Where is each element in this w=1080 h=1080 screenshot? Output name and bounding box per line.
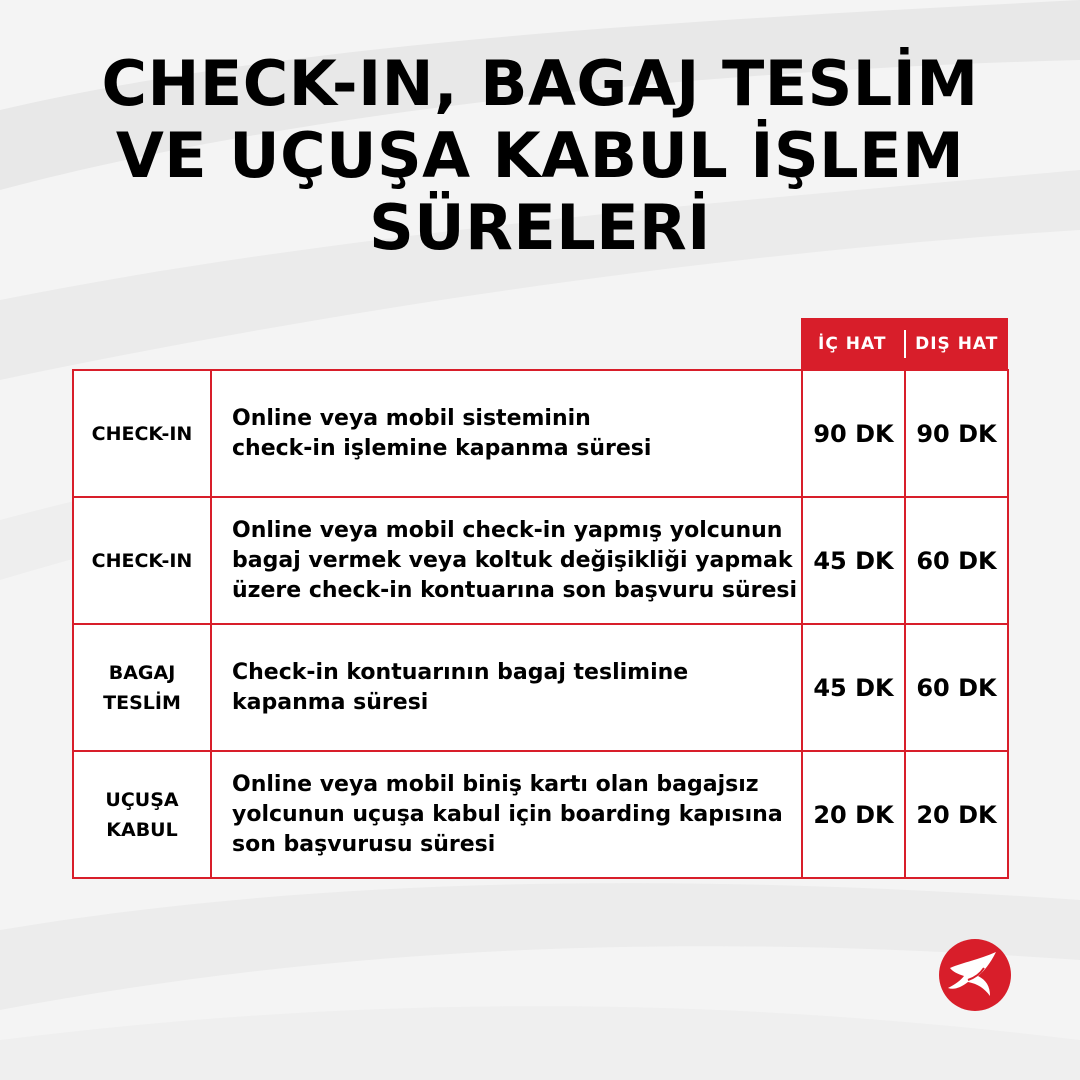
row-description: Online veya mobil sisteminin check-in işlemine kapanma süresi (211, 370, 802, 497)
row-domestic-time: 45 DK (802, 624, 905, 751)
title-line-1: CHECK-IN, BAGAJ TESLİM (101, 47, 979, 120)
row-domestic-time: 90 DK (802, 370, 905, 497)
row-category: CHECK-IN (73, 370, 211, 497)
row-category: CHECK-IN (73, 497, 211, 624)
row-category: BAGAJ TESLİM (73, 624, 211, 751)
row-international-time: 90 DK (905, 370, 1008, 497)
row-description: Online veya mobil biniş kartı olan bagajsız yolcunun uçuşa kabul için boarding kapısına son başvurusu süresi (211, 751, 802, 878)
turkish-airlines-logo-icon (938, 938, 1012, 1012)
title-line-2: VE UÇUŞA KABUL İŞLEM (115, 119, 965, 192)
row-international-time: 60 DK (905, 624, 1008, 751)
table-row (73, 370, 1008, 497)
row-domestic-time: 20 DK (802, 751, 905, 878)
row-international-time: 20 DK (905, 751, 1008, 878)
table-row (73, 497, 1008, 624)
row-description: Check-in kontuarının bagaj teslimine kapanma süresi (211, 624, 802, 751)
page-title (0, 48, 1080, 264)
title-line-3: SÜRELERİ (369, 191, 711, 264)
row-category: UÇUŞA KABUL (73, 751, 211, 878)
table-row (73, 624, 1008, 751)
row-international-time: 60 DK (905, 497, 1008, 624)
column-header-bar (801, 318, 1008, 370)
times-table (72, 369, 1009, 879)
table-row (73, 751, 1008, 878)
row-description: Online veya mobil check-in yapmış yolcunun bagaj vermek veya koltuk değişikliği yapmak üzere check-in kontuarına son başvuru süresi (211, 497, 802, 624)
header-domestic: İÇ HAT (818, 334, 887, 354)
header-international: DIŞ HAT (915, 334, 999, 354)
row-domestic-time: 45 DK (802, 497, 905, 624)
